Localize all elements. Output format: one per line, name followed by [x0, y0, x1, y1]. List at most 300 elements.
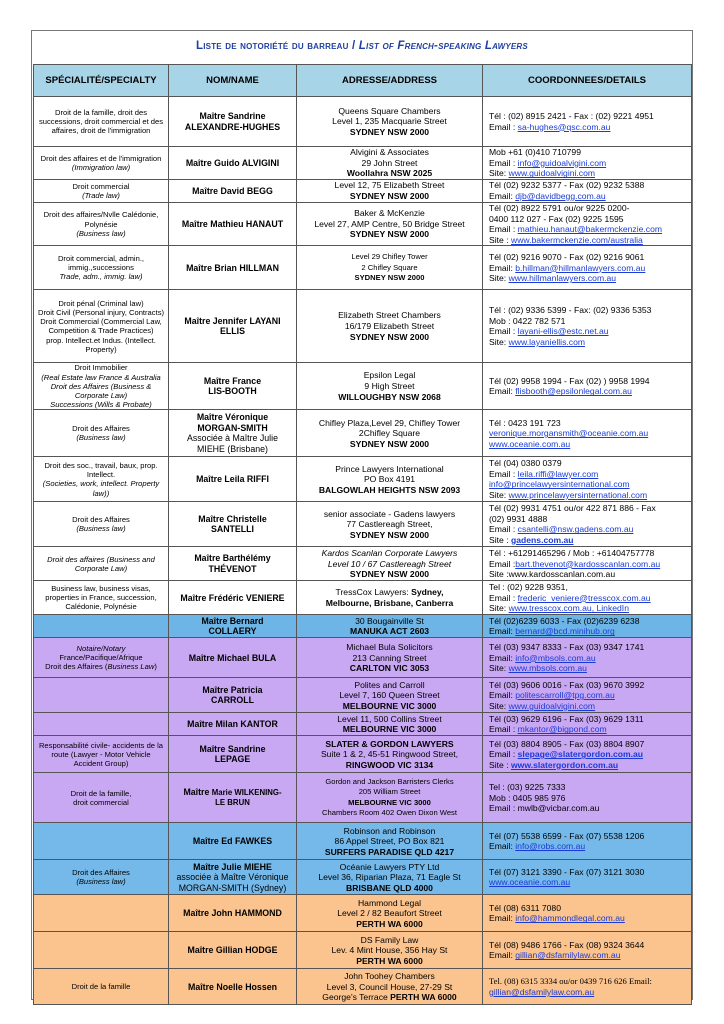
addr-line: BRISBANE QLD 4000 — [346, 882, 433, 893]
name-cell — [169, 969, 297, 1005]
table-row — [34, 823, 692, 860]
addr-line: WILLOUGHBY NSW 2068 — [338, 391, 441, 402]
spec-line: Droit de la famille — [71, 982, 131, 992]
addr-line: John Toohey Chambers — [344, 971, 435, 981]
specialty-cell — [34, 457, 169, 502]
name-cell — [169, 823, 297, 860]
details-cell — [483, 678, 692, 713]
details-cell — [483, 363, 692, 410]
coord-line — [489, 987, 688, 998]
name-cell — [169, 180, 297, 203]
addr-line: Level 12, 75 Elizabeth Street — [334, 180, 445, 191]
addr-line: Michael Bula Solicitors — [346, 642, 433, 652]
addr-line: Epsilon Legal — [363, 370, 416, 381]
addr-line: PO Box 4191 — [363, 474, 416, 485]
header-address: ADRESSE/ADDRESS — [297, 65, 483, 97]
contact-link[interactable]: djb@davidbegg.com.au — [515, 191, 606, 201]
address-cell — [297, 773, 483, 823]
name-line: Maître Bernard — [201, 615, 264, 626]
name-cell — [169, 363, 297, 410]
addr-line: 2Chifley Square — [358, 428, 421, 439]
table-row — [34, 773, 692, 823]
spec-line: Droit des affaires (Business and Corporate Law) — [47, 554, 155, 573]
name-cell — [169, 638, 297, 678]
header-specialty: SPÉCIALITÉ/SPECIALTY — [34, 65, 169, 97]
contact-link[interactable]: info@robs.com.au — [515, 841, 586, 852]
coord-line: Tél (02) 9232 5377 - Fax (02) 9232 5388 — [489, 180, 645, 191]
coord-line: Mob : 0422 782 571 — [489, 315, 566, 326]
specialty-cell — [34, 895, 169, 932]
spec-line: Business law, business visas, properties in France, succession, Calédonie, Polynésie — [45, 584, 157, 612]
coord-line: Email :bart.thevenot@kardosscanlan.com.au — [489, 558, 661, 569]
addr-line: MANUKA ACT 2603 — [349, 626, 430, 637]
addr-line: SYDNEY NSW 2000 — [349, 126, 430, 137]
specialty-cell — [34, 860, 169, 895]
contact-link[interactable]: frederic_veniere@tresscox.com.au — [517, 592, 651, 603]
contact-link-extra[interactable]: , LinkedIn — [591, 603, 629, 614]
name-line: COLLAERY — [208, 626, 257, 637]
coord-line: Site : www.bakermckenzie.com/australia — [489, 234, 643, 245]
name-line: Maître Julie MIEHE — [193, 861, 272, 872]
name-line: Maître Milan KANTOR — [187, 719, 278, 730]
coord-line: Email: flisbooth@epsilonlegal.com.au — [489, 386, 632, 397]
spec-line: Droit des soc., travail, baux, prop. Intellect. — [44, 460, 158, 480]
addr-line: BALGOWLAH HEIGHTS NSW 2093 — [318, 484, 461, 495]
spec-line: (Business law) — [76, 877, 126, 887]
spec-line: Droit des affaires et de l'immigration — [40, 153, 162, 163]
addr-line: 86 Appel Street, PO Box 821 — [334, 836, 445, 847]
addr-line: senior associate - Gadens lawyers — [323, 508, 456, 519]
table-row — [34, 547, 692, 581]
contact-link[interactable]: www.guidoalvigini.com — [508, 168, 596, 179]
addr-line: Level 29 Chifley Tower — [351, 251, 428, 261]
contact-link[interactable]: www.hillmanlawyers.com.au — [508, 273, 617, 284]
name-cell — [169, 615, 297, 638]
coord-line: Tél : (02) 8915 2421 - Fax : (02) 9221 4951 — [489, 110, 654, 121]
spec-line: (Real Estate law France & Australia — [41, 372, 161, 382]
details-cell — [483, 581, 692, 615]
coord-line: Tél (03) 9347 8333 - Fax (03) 9347 1741 — [489, 642, 645, 652]
addr-line: 9 High Street — [364, 381, 415, 392]
specialty-cell — [34, 363, 169, 410]
name-line: Maître Gillian HODGE — [187, 945, 278, 956]
coord-line: Email : frederic_veniere@tresscox.com.au — [489, 592, 651, 603]
address-cell — [297, 363, 483, 410]
addr-line: TressCox Lawyers: Sydney, — [335, 587, 444, 598]
details-cell — [483, 97, 692, 147]
name-line: Maître Sandrine — [199, 743, 266, 754]
addr-line: 77 Castlereagh Street, — [346, 519, 433, 530]
addr-line: MELBOURNE VIC 3000 — [342, 700, 437, 711]
name-line: Maître Ed FAWKES — [192, 836, 273, 847]
contact-link[interactable]: b.hillman@hillmanlawyers.com.au — [515, 262, 646, 273]
spec-line: Responsabilité civile- accidents de la route (Lawyer - Motor Vehicle Accident Group) — [38, 740, 164, 768]
coord-line: Email : sa-hughes@qsc.com.au — [489, 121, 611, 132]
contact-link[interactable]: www.layaniellis.com — [508, 336, 586, 347]
table-row — [34, 895, 692, 932]
coord-line: Site: www.guidoalvigini.com — [489, 700, 596, 711]
bold-text: PERTH WA 6000 — [390, 992, 457, 1003]
coord-line: Email : mathieu.hanaut@bakermckenzie.com — [489, 224, 663, 235]
details-cell — [483, 290, 692, 363]
table-row — [34, 736, 692, 773]
contact-link[interactable]: gillian@dsfamilylaw.com.au — [515, 950, 621, 961]
addr-line: SYDNEY NSW 2000 — [349, 529, 430, 540]
name-line: Maître Véronique — [196, 412, 269, 423]
coord-line: Tél (07) 3121 3390 - Fax (07) 3121 3030 — [489, 866, 645, 877]
coord-line: 0400 112 027 - Fax (02) 9225 1595 — [489, 213, 624, 224]
address-cell — [297, 638, 483, 678]
address-cell — [297, 581, 483, 615]
name-line: Maître David BEGG — [192, 185, 273, 196]
addr-line: Elizabeth Street Chambers — [338, 310, 441, 321]
name-line: LEPAGE — [214, 754, 251, 765]
name-cell — [169, 290, 297, 363]
table-body — [34, 97, 692, 1005]
name-cell — [169, 773, 297, 823]
specialty-cell — [34, 246, 169, 290]
table-row — [34, 180, 692, 203]
contact-link[interactable]: www.tresscox.com.au — [508, 603, 592, 614]
title-french: Liste de notoriété du barreau — [196, 40, 349, 52]
contact-link[interactable]: info@hammondlegal.com.au — [515, 913, 625, 924]
addr-line: 16/179 Elizabeth Street — [344, 321, 435, 332]
spec-line: Droit des Affaires — [72, 868, 130, 878]
name-line: LE BRUN — [215, 798, 250, 808]
spec-line: Droit commercial — [72, 181, 130, 191]
name-line: Maître Christelle — [198, 513, 267, 524]
name-line: MORGAN-SMITH (Sydney) — [178, 882, 287, 893]
spec-line: (Business law) — [76, 228, 126, 238]
contact-link[interactable]: bernard@bcd.minihub.org — [515, 626, 615, 637]
details-cell — [483, 932, 692, 969]
specialty-cell — [34, 713, 169, 736]
coord-line: Tél (03) 8804 8905 - Fax (03) 8804 8907 — [489, 738, 645, 749]
contact-link[interactable]: gillian@dsfamilylaw.com.au — [489, 986, 595, 997]
contact-link[interactable]: www.guidoalvigini.com — [508, 700, 596, 711]
header-name: NOM/NAME — [169, 65, 297, 97]
name-line: MIEHE (Brisbane) — [197, 443, 268, 454]
coord-line: Email : mwlb@vicbar.com.au — [489, 803, 600, 814]
table-row — [34, 97, 692, 147]
page-title — [0, 40, 724, 52]
specialty-cell — [34, 638, 169, 678]
spec-line: (Business law) — [76, 433, 126, 443]
address-cell — [297, 932, 483, 969]
address-cell — [297, 203, 483, 246]
name-line: Maître Patricia — [202, 684, 263, 695]
details-cell — [483, 773, 692, 823]
details-cell — [483, 410, 692, 457]
contact-link[interactable]: www.princelawyersinternational.com — [508, 489, 648, 500]
name-line: Maître Noelle Hossen — [188, 981, 277, 992]
addr-line: SYDNEY NSW 2000 — [354, 273, 425, 283]
addr-line: SYDNEY NSW 2000 — [349, 331, 430, 342]
name-cell — [169, 736, 297, 773]
details-cell — [483, 895, 692, 932]
specialty-text-italic: Business Law — [107, 662, 155, 672]
name-line: Maître Mathieu HANAUT — [181, 218, 284, 229]
table-row — [34, 713, 692, 736]
addr-line: MELBOURNE VIC 3000 — [342, 724, 437, 735]
coord-line: Tél : +61291465296 / Mob : +61404757778 — [489, 548, 655, 558]
addr-line: SLATER & GORDON LAWYERS — [325, 738, 454, 749]
coord-line: Email: bernard@bcd.minihub.org — [489, 626, 615, 637]
spec-line: droit commercial — [73, 797, 129, 807]
spec-line: prop. Intellect.et Indus. (Intellect. Property) — [46, 335, 156, 354]
addr-line: SYDNEY NSW 2000 — [349, 438, 430, 449]
address-cell — [297, 547, 483, 581]
table-row — [34, 203, 692, 246]
coord-line: Tél (02) 9958 1994 - Fax (02) ) 9958 1994 — [489, 375, 650, 386]
coord-line: Tel. (08) 6315 3334 ou/or 0439 716 626 Email: — [489, 976, 652, 987]
contact-link[interactable]: www.oceanie.com.au — [489, 438, 571, 449]
name-cell — [169, 860, 297, 895]
address-cell — [297, 97, 483, 147]
coord-line: Tél (04) 0380 0379 — [489, 458, 562, 469]
contact-link[interactable]: www.slatergordon.com.au — [510, 759, 619, 770]
coord-line: Site: www.tresscox.com.au, LinkedIn — [489, 603, 629, 614]
coord-line: Site: www.layaniellis.com — [489, 336, 586, 347]
contact-link[interactable]: sa-hughes@qsc.com.au — [517, 121, 611, 132]
coord-line: Site: www.princelawyersinternational.com — [489, 489, 648, 500]
addr-line: Océanie Lawyers PTY Ltd — [339, 861, 440, 872]
addr-line: PERTH WA 6000 — [356, 918, 423, 929]
contact-link[interactable]: slepage@slatergordon.com.au — [517, 749, 644, 760]
details-cell — [483, 457, 692, 502]
name-cell — [169, 410, 297, 457]
coord-line: Tel : (03) 9225 7333 — [489, 782, 566, 792]
name-cell — [169, 203, 297, 246]
addr-line: Level 7, 160 Queen Street — [339, 690, 440, 701]
addr-line: Level 3, Council House, 27-29 St — [326, 981, 453, 992]
specialty-cell — [34, 773, 169, 823]
addr-line: Hammond Legal — [357, 897, 422, 908]
coord-line: Email: politescarroll@tpg.com.au — [489, 690, 615, 701]
name-cell — [169, 713, 297, 736]
name-line: associée à Maître Véronique — [176, 872, 289, 883]
coord-line: Site: www.mbsols.com.au — [489, 663, 587, 674]
specialty-cell — [34, 932, 169, 969]
spec-line: France/Pacifique/Afrique — [59, 653, 143, 663]
name-cell — [169, 147, 297, 180]
coord-line: Email : info@guidoalvigini.com — [489, 157, 607, 168]
coord-line: Email : layani-ellis@estc.net.au — [489, 326, 609, 337]
address-cell — [297, 290, 483, 363]
addr-line: 2 Chifley Square — [361, 262, 418, 272]
coord-line: Tél (02)6239 6033 - Fax (02)6239 6238 — [489, 615, 640, 626]
coord-line: Tél (03) 9606 0016 - Fax (03) 9670 3992 — [489, 679, 645, 690]
addr-line: Baker & McKenzie — [354, 208, 425, 219]
details-cell — [483, 547, 692, 581]
addr-line: Melbourne, Brisbane, Canberra — [325, 597, 454, 608]
name-extra: Marie WILKENING- — [211, 787, 282, 797]
table-row — [34, 581, 692, 615]
coord-line: Email: djb@davidbegg.com.au — [489, 191, 606, 201]
name-line: Maître Michael BULA — [188, 652, 277, 663]
specialty-cell — [34, 969, 169, 1005]
details-cell — [483, 860, 692, 895]
coord-line: Site : www.slatergordon.com.au — [489, 759, 619, 770]
name-line: SANTELLI — [210, 524, 254, 535]
coord-line: Tél (02) 9216 9070 - Fax (02) 9216 9061 — [489, 251, 645, 262]
coord-line: Site: www.hillmanlawyers.com.au — [489, 273, 617, 284]
coord-line: Email : leila.riffi@lawyer.com — [489, 468, 599, 479]
contact-link[interactable]: www.oceanie.com.au — [489, 877, 571, 888]
contact-link[interactable]: layani-ellis@estc.net.au — [517, 326, 609, 337]
address-cell — [297, 860, 483, 895]
contact-link[interactable]: www.mbsols.com.au — [508, 663, 587, 674]
coord-line: Mob +61 (0)410 710799 — [489, 147, 581, 158]
name-line: LIS-BOOTH — [208, 386, 257, 397]
name-line: Maître John HAMMOND — [183, 908, 282, 919]
name-line: ALEXANDRE-HUGHES — [184, 121, 281, 132]
contact-link[interactable]: info@guidoalvigini.com — [517, 157, 607, 168]
contact-link[interactable]: mathieu.hanaut@bakermckenzie.com — [517, 224, 663, 235]
address-cell — [297, 147, 483, 180]
title-english: List of French-speaking Lawyers — [358, 40, 528, 52]
contact-link[interactable]: info@mbsols.com.au — [515, 652, 596, 663]
address-cell — [297, 410, 483, 457]
addr-line: Alvigini & Associates — [350, 147, 429, 158]
contact-link[interactable]: leila.riffi@lawyer.com — [517, 468, 599, 479]
spec-line: (Societies, work, intellect. Property law)) — [42, 479, 160, 498]
name-cell — [169, 895, 297, 932]
address-cell — [297, 180, 483, 203]
name-cell — [169, 457, 297, 502]
details-cell — [483, 180, 692, 203]
details-cell — [483, 736, 692, 773]
coord-line: Tél (02) 8922 5791 ou/or 9225 0200- — [489, 203, 630, 213]
name-line: MORGAN-SMITH — [197, 422, 268, 433]
addr-line: Queens Square Chambers — [338, 105, 441, 116]
addr-line: 29 John Street — [361, 157, 418, 168]
title-separator: / — [348, 40, 359, 52]
address-cell — [297, 502, 483, 547]
addr-line: Level 2 / 82 Beaufort Street — [337, 908, 442, 919]
addr-line: 213 Canning Street — [352, 652, 427, 663]
name-line: Maître Jennifer LAYANI — [184, 315, 281, 326]
addr-line: SYDNEY NSW 2000 — [349, 191, 430, 201]
table-row — [34, 969, 692, 1005]
addr-line: Polites and Carroll — [354, 679, 425, 690]
addr-line: Level 27, AMP Centre, 50 Bridge Street — [314, 218, 465, 229]
spec-line: Successions (Wills & Probate) — [50, 400, 152, 410]
specialty-cell — [34, 736, 169, 773]
coord-line: Tél (08) 9486 1766 - Fax (08) 9324 3644 — [489, 939, 645, 950]
coord-line: (02) 9931 4888 — [489, 513, 548, 524]
spec-line: (Immigration law) — [71, 163, 131, 172]
addr-line: Robinson and Robinson — [343, 825, 436, 836]
table-row — [34, 147, 692, 180]
specialty-cell — [34, 547, 169, 581]
addr-line: CARLTON VIC 3053 — [349, 663, 430, 674]
table-row — [34, 363, 692, 410]
address-cell — [297, 736, 483, 773]
details-cell — [483, 638, 692, 678]
table-row — [34, 860, 692, 895]
table-row — [34, 457, 692, 502]
name-line: Associée à Maître Julie — [187, 433, 278, 444]
spec-line: Trade, adm., immig. law) — [59, 272, 143, 282]
coord-line: Site : gadens.com.au — [489, 534, 574, 545]
coord-line — [489, 877, 688, 888]
specialty-cell — [34, 203, 169, 246]
address-cell — [297, 457, 483, 502]
address-cell — [297, 615, 483, 638]
specialty-cell — [34, 823, 169, 860]
specialty-cell — [34, 615, 169, 638]
address-cell — [297, 969, 483, 1005]
address-cell — [297, 246, 483, 290]
addr-line: SYDNEY NSW 2000 — [349, 229, 430, 240]
spec-line: Notaire/Notary — [76, 644, 126, 654]
contact-link[interactable]: bart.thevenot@kardosscanlan.com.au — [515, 558, 661, 569]
contact-link[interactable]: veronique.morgansmith@oceanie.com.au — [489, 428, 649, 439]
spec-line: Droit des Affaires — [72, 424, 130, 434]
contact-link[interactable]: info@princelawyersinternational.com — [489, 479, 630, 490]
addr-line: SURFERS PARADISE QLD 4217 — [324, 846, 455, 857]
specialty-cell — [34, 581, 169, 615]
specialty-cell — [34, 97, 169, 147]
addr-line: SYDNEY NSW 2000 — [349, 569, 430, 580]
lawyers-table — [33, 64, 692, 1005]
addr-line: Level 36, Riparian Plaza, 71 Eagle St — [318, 872, 461, 883]
addr-line: DS Family Law — [360, 934, 419, 945]
name-line: Maître Brian HILLMAN — [186, 262, 279, 273]
addr-line: Gordon and Jackson Barristers Clerks — [325, 776, 454, 786]
coord-line: Email: info@hammondlegal.com.au — [489, 913, 625, 924]
addr-line: Suite 1 & 2, 45-51 Ringwood Street, — [320, 749, 459, 760]
name-line: ELLIS — [220, 326, 245, 337]
specialty-cell — [34, 410, 169, 457]
contact-link[interactable]: mkantor@bigpond.com — [517, 724, 607, 735]
coord-line: Tél (03) 9629 6196 - Fax (03) 9629 1311 — [489, 713, 644, 724]
name-cell — [169, 97, 297, 147]
coord-line: Tél (08) 6311 7080 — [489, 902, 561, 913]
coord-line: Mob : 0405 985 976 — [489, 792, 566, 803]
name-line: Maître Guido ALVIGINI — [185, 157, 280, 168]
contact-link[interactable]: politescarroll@tpg.com.au — [515, 690, 615, 701]
specialty-text: ) — [154, 662, 157, 672]
addr-line: George's Terrace PERTH WA 6000 — [322, 992, 457, 1003]
bold-text: Sydney, — [411, 587, 444, 598]
addr-line: Chambers Room 402 Owen Dixon West — [322, 808, 457, 818]
spec-line: (Business law) — [76, 524, 126, 534]
name-cell — [169, 502, 297, 547]
name-line: Maître Barthélémy — [194, 553, 271, 564]
contact-link[interactable]: gadens.com.au — [510, 534, 574, 545]
addr-line: Woollahra NSW 2025 — [346, 168, 433, 179]
coord-line — [489, 428, 688, 439]
spec-line: Droit de la famille, — [70, 788, 132, 798]
coord-line: Tél (02) 9931 4751 ou/or 422 871 886 - Fax — [489, 503, 656, 514]
name-cell — [169, 678, 297, 713]
addr-line: Chifley Plaza,Level 29, Chifley Tower — [318, 417, 461, 428]
spec-line: Droit de la famille, droit des successions, droit commercial et des affaires, droit de l'immigration — [38, 107, 164, 136]
coord-line: Tél : (02) 9336 5399 - Fax: (02) 9336 5353 — [489, 305, 652, 316]
spec-line: Droit Commercial (Commercial Law, Competition & Trade Practices) — [40, 317, 162, 336]
specialty-cell — [34, 502, 169, 547]
specialty-text: Droit des Affaires ( — [45, 662, 108, 672]
contact-link[interactable]: flisbooth@epsilonlegal.com.au — [515, 386, 632, 397]
coord-line: Tél (07) 5538 6599 - Fax (07) 5538 1206 — [489, 830, 645, 841]
details-cell — [483, 615, 692, 638]
contact-link[interactable]: csantelli@nsw.gadens.com.au — [517, 524, 634, 535]
contact-link[interactable]: www.bakermckenzie.com/australia — [510, 234, 643, 245]
table-row — [34, 615, 692, 638]
details-cell — [483, 823, 692, 860]
